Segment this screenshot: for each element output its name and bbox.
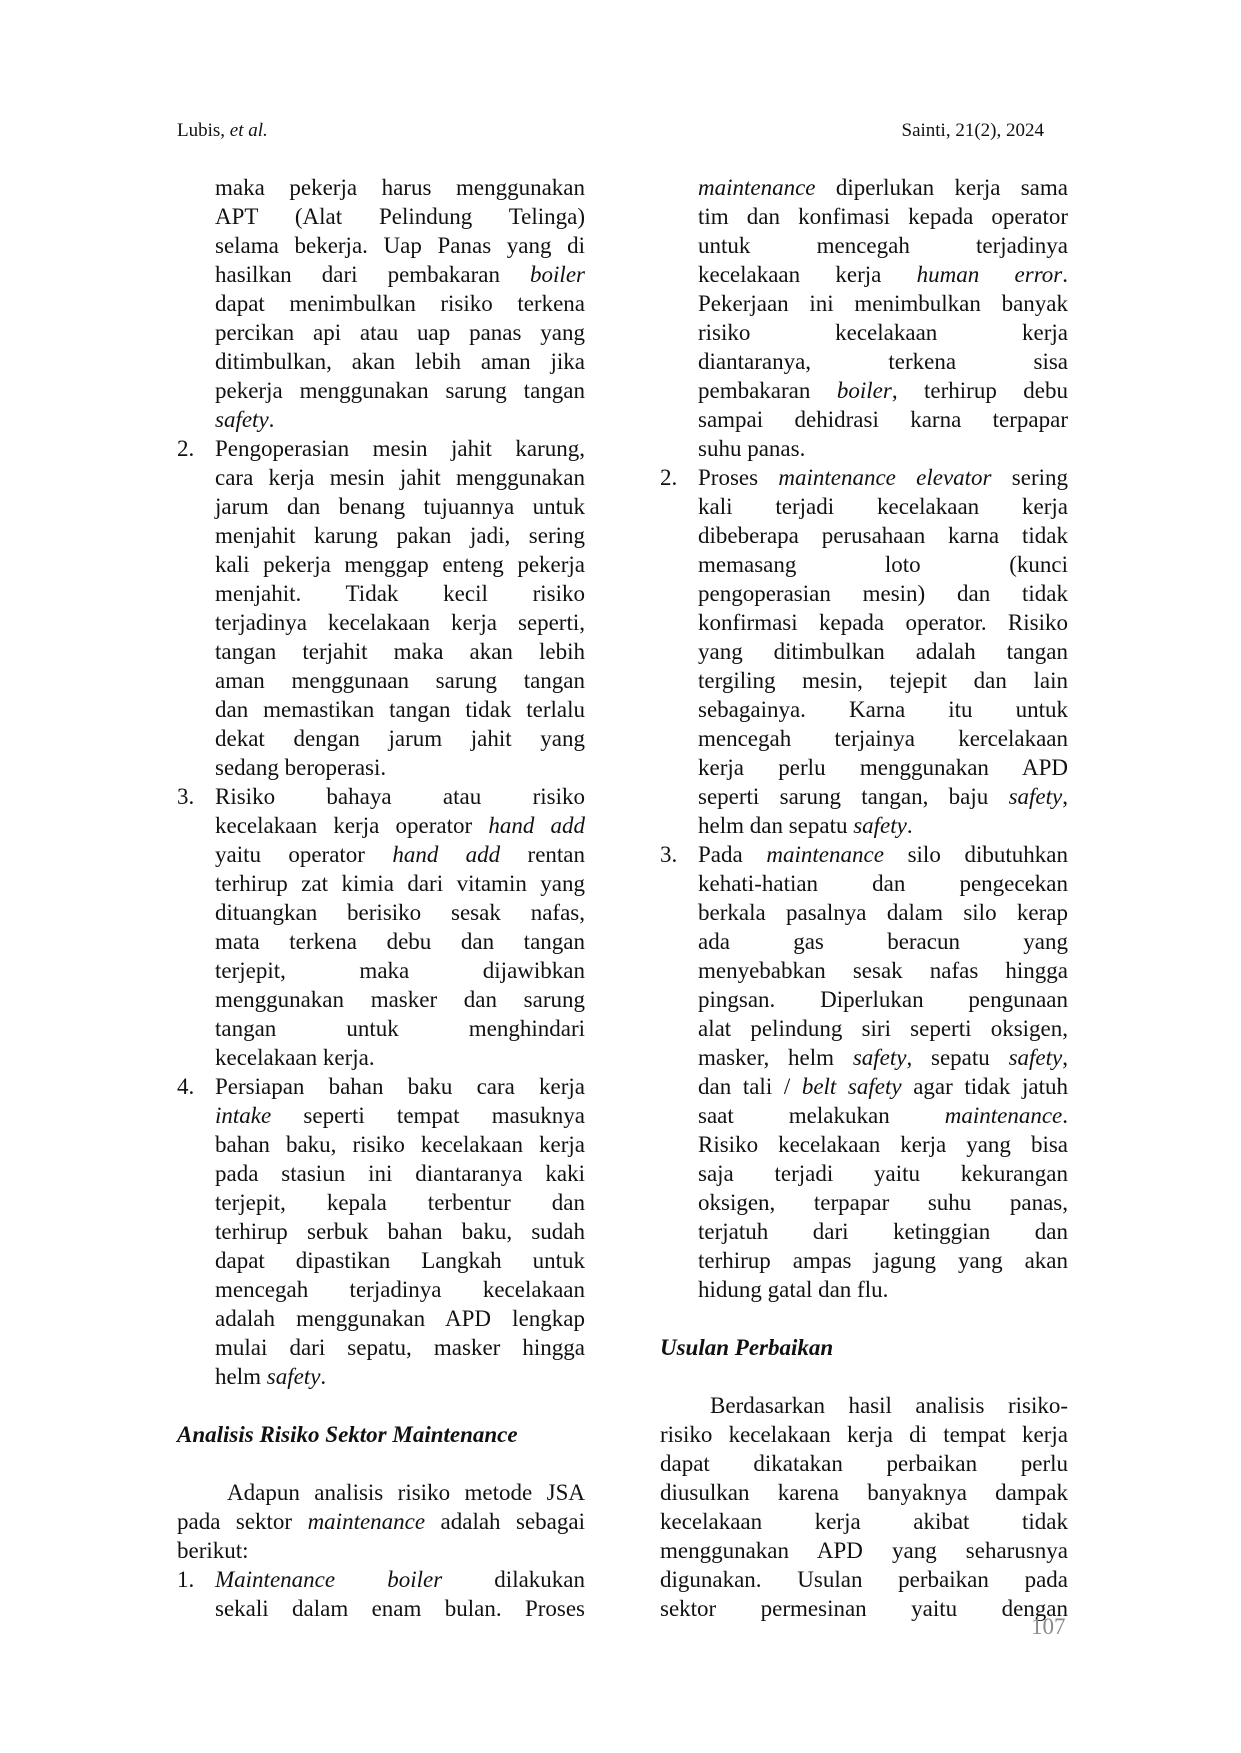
text-line: pengoperasian mesin) dan tidak <box>698 581 1068 606</box>
text-line: intake seperti tempat masuknya <box>215 1103 585 1128</box>
section-intro <box>177 1478 585 1565</box>
text-line: kali terjadi kecelakaan kerja <box>698 494 1068 519</box>
text-line: sebagainya. Karna itu untuk <box>698 697 1068 722</box>
text-line: safety. <box>215 407 275 432</box>
text-line: dan memastikan tangan tidak terlalu <box>215 697 585 722</box>
text-line: Risiko bahaya atau risiko <box>215 784 585 809</box>
text-line: Berdasarkan hasil analisis risiko- <box>710 1393 1068 1418</box>
text-line: helm dan sepatu safety. <box>698 813 913 838</box>
text-line: mulai dari sepatu, masker hingga <box>215 1335 585 1360</box>
text-line: menjahit. Tidak kecil risiko <box>215 581 585 606</box>
list-item <box>177 782 585 1072</box>
right-column <box>660 173 1068 1623</box>
text-line: Proses maintenance elevator sering <box>698 465 1068 490</box>
text-line: dituangkan berisiko sesak nafas, <box>215 900 585 925</box>
text-line: tangan terjahit maka akan lebih <box>215 639 585 664</box>
list-item <box>660 840 1068 1304</box>
text-line: konfirmasi kepada operator. Risiko <box>698 610 1068 635</box>
text-line: Risiko kecelakaan kerja yang bisa <box>698 1132 1068 1157</box>
text-line: tim dan konfimasi kepada operator <box>698 204 1068 229</box>
text-line: terjepit, kepala terbentur dan <box>215 1190 585 1215</box>
text-line: dibeberapa perusahaan karna tidak <box>698 523 1068 548</box>
spacer <box>660 1304 1068 1333</box>
text-line: menyebabkan sesak nafas hingga <box>698 958 1068 983</box>
text-line: dan tali / belt safety agar tidak jatuh <box>698 1074 1068 1099</box>
text-line: alat pelindung siri seperti oksigen, <box>698 1016 1068 1041</box>
text-line: kecelakaan kerja operator hand add <box>215 813 586 838</box>
text-line: diusulkan karena banyaknya dampak <box>660 1480 1068 1505</box>
text-line: terjepit, maka dijawibkan <box>215 958 585 983</box>
text-line: sektor permesinan yaitu dengan <box>660 1596 1068 1621</box>
text-line: kecelakaan kerja. <box>215 1045 375 1070</box>
text-line: berikut: <box>177 1538 249 1563</box>
text-line: Pada maintenance silo dibutuhkan <box>698 842 1068 867</box>
list-number: 3. <box>177 784 195 809</box>
text-line: pekerja menggunakan sarung tangan <box>215 378 585 403</box>
text-line: yang ditimbulkan adalah tangan <box>698 639 1068 664</box>
text-line: berkala pasalnya dalam silo kerap <box>698 900 1068 925</box>
page-number: 107 <box>1031 1614 1066 1639</box>
text-line: Maintenance boiler dilakukan <box>215 1567 586 1592</box>
spacer <box>660 1362 1068 1391</box>
text-line: sekali dalam enam bulan. Proses <box>215 1596 585 1621</box>
spacer <box>177 1391 585 1420</box>
text-line: maintenance diperlukan kerja sama <box>698 175 1068 200</box>
list-number: 2. <box>177 436 195 461</box>
text-line: dapat dikatakan perbaikan perlu <box>660 1451 1068 1476</box>
text-line: terjadinya kecelakaan kerja seperti, <box>215 610 585 635</box>
text-line: kecelakaan kerja human error. <box>698 262 1068 287</box>
text-line: APT (Alat Pelindung Telinga) <box>215 204 585 229</box>
text-line: suhu panas. <box>698 436 806 461</box>
text-line: pingsan. Diperlukan pengunaan <box>698 987 1068 1012</box>
text-line: mata terkena debu dan tangan <box>215 929 585 954</box>
text-line: tangan untuk menghindari <box>215 1016 585 1041</box>
text-line: saja terjadi yaitu kekurangan <box>698 1161 1068 1186</box>
text-line: terhirup serbuk bahan baku, sudah <box>215 1219 585 1244</box>
list-item <box>177 1565 585 1623</box>
text-line: mencegah terjainya kercelakaan <box>698 726 1068 751</box>
text-line: seperti sarung tangan, baju safety, <box>698 784 1068 809</box>
text-line: kerja perlu menggunakan APD <box>698 755 1068 780</box>
text-line: sampai dehidrasi karna terpapar <box>698 407 1068 432</box>
text-line: maka pekerja harus menggunakan <box>215 175 585 200</box>
continuation-paragraph <box>177 173 585 434</box>
list-number: 4. <box>177 1074 195 1099</box>
continuation-paragraph <box>660 173 1068 463</box>
text-line: bahan baku, risiko kecelakaan kerja <box>215 1132 585 1157</box>
text-line: saat melakukan maintenance. <box>698 1103 1068 1128</box>
section-heading: Analisis Risiko Sektor Maintenance <box>177 1422 518 1447</box>
list-number: 2. <box>660 465 678 490</box>
text-line: dapat dipastikan Langkah untuk <box>215 1248 585 1273</box>
text-line: oksigen, terpapar suhu panas, <box>698 1190 1068 1215</box>
text-line: ada gas beracun yang <box>698 929 1068 954</box>
text-line: digunakan. Usulan perbaikan pada <box>660 1567 1068 1592</box>
list-item <box>177 434 585 782</box>
text-line: mencegah terjadinya kecelakaan <box>215 1277 585 1302</box>
text-line: dapat menimbulkan risiko terkena <box>215 291 585 316</box>
list-item <box>177 1072 585 1391</box>
text-line: masker, helm safety, sepatu safety, <box>698 1045 1068 1070</box>
text-line: pada stasiun ini diantaranya kaki <box>215 1161 585 1186</box>
text-line: ditimbulkan, akan lebih aman jika <box>215 349 585 374</box>
text-line: helm safety. <box>215 1364 327 1389</box>
running-header-journal: Sainti, 21(2), 2024 <box>901 120 1044 141</box>
section-paragraph <box>660 1391 1068 1623</box>
text-line: Pengoperasian mesin jahit karung, <box>215 436 585 461</box>
list-item <box>660 463 1068 840</box>
text-line: Adapun analisis risiko metode JSA <box>227 1480 585 1505</box>
text-line: tergiling mesin, tejepit dan lain <box>698 668 1068 693</box>
running-header-authors: Lubis, et al. <box>177 120 268 141</box>
text-line: kali pekerja menggap enteng pekerja <box>215 552 585 577</box>
text-line: adalah menggunakan APD lengkap <box>215 1306 585 1331</box>
spacer <box>177 1449 585 1478</box>
text-line: terhirup ampas jagung yang akan <box>698 1248 1068 1273</box>
list-number: 3. <box>660 842 678 867</box>
text-line: aman menggunaan sarung tangan <box>215 668 585 693</box>
text-line: menggunakan APD yang seharusnya <box>660 1538 1068 1563</box>
text-line: diantaranya, terkena sisa <box>698 349 1068 374</box>
text-line: Persiapan bahan baku cara kerja <box>215 1074 585 1099</box>
text-line: memasang loto (kunci <box>698 552 1068 577</box>
text-line: risiko kecelakaan kerja di tempat kerja <box>660 1422 1068 1447</box>
text-line: pada sektor maintenance adalah sebagai <box>177 1509 585 1534</box>
text-line: risiko kecelakaan kerja <box>698 320 1068 345</box>
text-line: cara kerja mesin jahit menggunakan <box>215 465 585 490</box>
text-line: sedang beroperasi. <box>215 755 387 780</box>
text-line: hasilkan dari pembakaran boiler <box>215 262 585 287</box>
text-line: dekat dengan jarum jahit yang <box>215 726 585 751</box>
text-line: kehati-hatian dan pengecekan <box>698 871 1068 896</box>
section-heading: Usulan Perbaikan <box>660 1335 834 1360</box>
text-line: terhirup zat kimia dari vitamin yang <box>215 871 585 896</box>
text-line: percikan api atau uap panas yang <box>215 320 585 345</box>
text-line: selama bekerja. Uap Panas yang di <box>215 233 585 258</box>
text-line: yaitu operator hand add rentan <box>215 842 586 867</box>
text-line: Pekerjaan ini menimbulkan banyak <box>698 291 1068 316</box>
list-number: 1. <box>177 1567 195 1592</box>
text-line: menggunakan masker dan sarung <box>215 987 585 1012</box>
text-line: terjatuh dari ketinggian dan <box>698 1219 1068 1244</box>
text-line: untuk mencegah terjadinya <box>698 233 1068 258</box>
text-line: menjahit karung pakan jadi, sering <box>215 523 585 548</box>
left-column <box>177 173 585 1623</box>
text-line: kecelakaan kerja akibat tidak <box>660 1509 1068 1534</box>
text-line: pembakaran boiler, terhirup debu <box>698 378 1069 403</box>
text-line: jarum dan benang tujuannya untuk <box>215 494 585 519</box>
text-line: hidung gatal dan flu. <box>698 1277 889 1302</box>
